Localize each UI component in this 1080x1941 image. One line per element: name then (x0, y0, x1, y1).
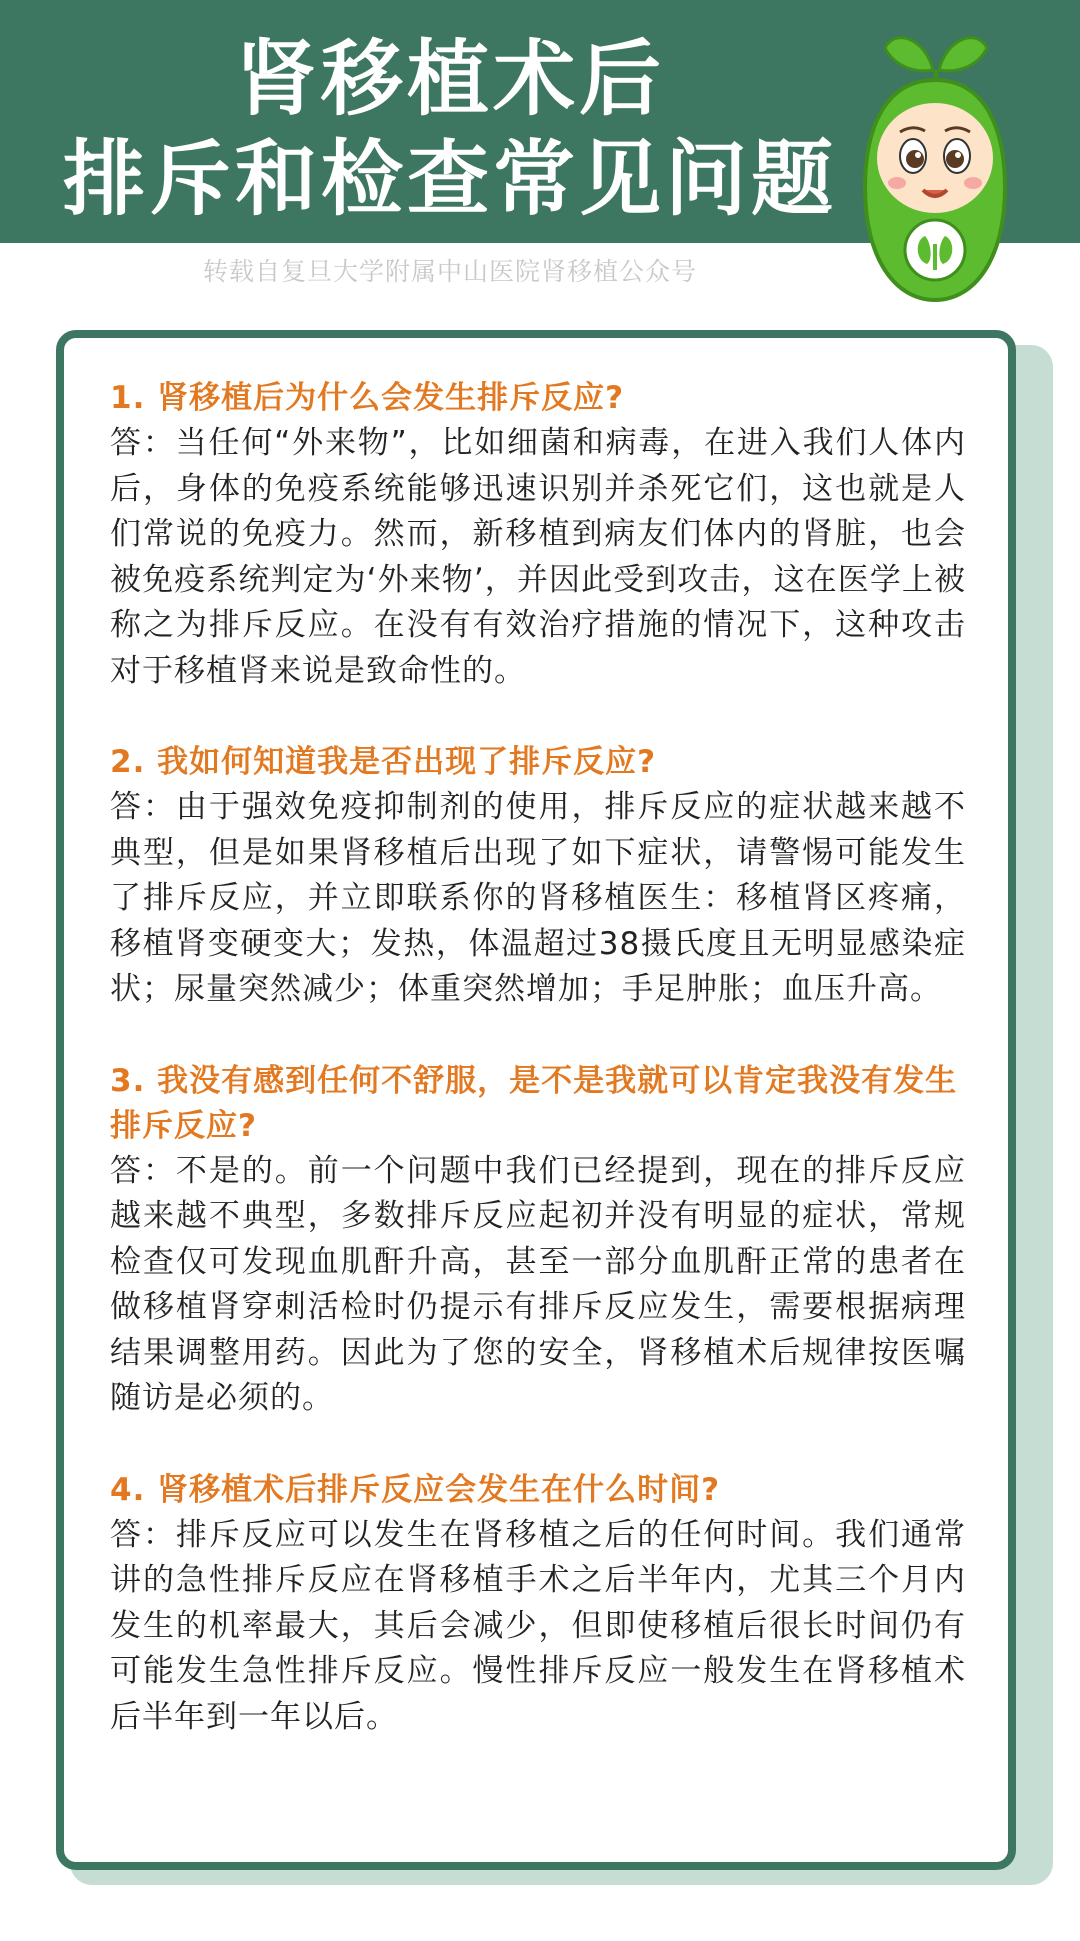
answer-1: 答：当任何“外来物”，比如细菌和病毒，在进入我们人体内后，身体的免疫系统能够迅速识别并杀死它们，这也就是人们常说的免疫力。然而，新移植到病友们体内的肾脏，也会被免疫系统判定为‘外来物’，并因此受到攻击，这在医学上被称之为排斥反应。在没有有效治疗措施的情况下，这种攻击对于移植肾来说是致命性的。 (110, 425, 966, 689)
question-2: 2. 我如何知道我是否出现了排斥反应? (110, 744, 657, 780)
qa-item-1 (110, 376, 966, 694)
source-note: 转载自复旦大学附属中山医院肾移植公众号 (202, 257, 697, 286)
title-line-2: 排斥和检查常见问题 (62, 132, 837, 227)
qa-item-4 (110, 1468, 966, 1741)
question-1: 1. 肾移植后为什么会发生排斥反应? (110, 380, 625, 416)
page-title (0, 30, 900, 230)
title-line-1: 肾移植术后 (234, 32, 665, 127)
answer-2: 答：由于强效免疫抑制剂的使用，排斥反应的症状越来越不典型，但是如果肾移植后出现了如下症状，请警惕可能发生了排斥反应，并立即联系你的肾移植医生：移植肾区疼痛，移植肾变硬变大；发热，体温超过38摄氏度且无明显感染症状；尿量突然减少；体重突然增加；手足肿胀；血压升高。 (110, 789, 966, 1007)
qa-card (56, 330, 1016, 1870)
answer-3: 答：不是的。前一个问题中我们已经提到，现在的排斥反应越来越不典型，多数排斥反应起初并没有明显的症状，常规检查仅可发现血肌酐升高，甚至一部分血肌酐正常的患者在做移植肾穿刺活检时仍提示有排斥反应发生，需要根据病理结果调整用药。因此为了您的安全，肾移植术后规律按医嘱随访是必须的。 (110, 1152, 966, 1416)
question-4: 4. 肾移植术后排斥反应会发生在什么时间? (110, 1471, 721, 1508)
kidney-mascot-icon (855, 18, 1015, 308)
question-3: 3. 我没有感到任何不舒服，是不是我就可以肯定我没有发生排斥反应? (110, 1062, 958, 1144)
qa-item-3 (110, 1059, 966, 1422)
qa-item-2 (110, 740, 966, 1013)
answer-4: 答：排斥反应可以发生在肾移植之后的任何时间。我们通常讲的急性排斥反应在肾移植手术之后半年内，尤其三个月内发生的机率最大，其后会减少，但即使移植后很长时间仍有可能发生急性排斥反应。慢性排斥反应一般发生在肾移植术后半年到一年以后。 (110, 1516, 966, 1735)
